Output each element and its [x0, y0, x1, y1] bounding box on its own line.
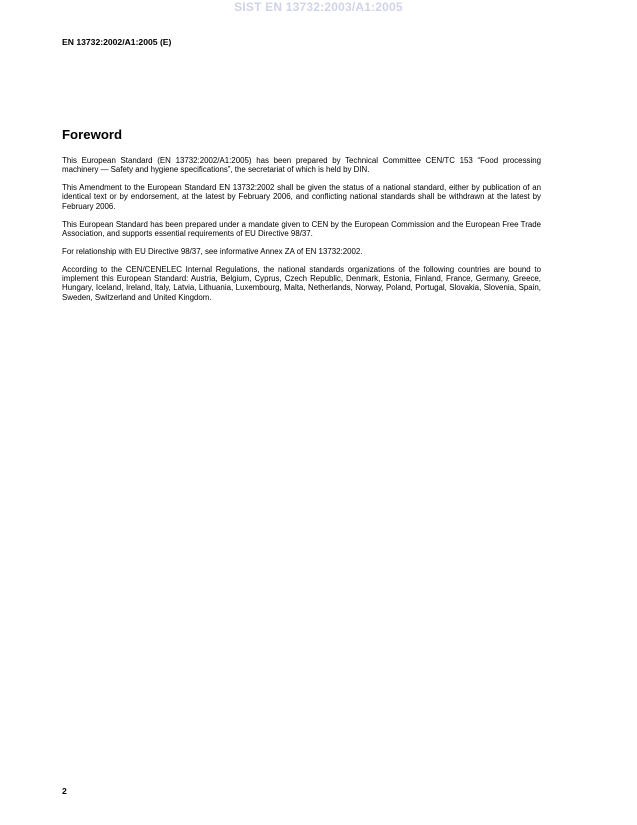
paragraph-committee: This European Standard (EN 13732:2002/A1:2005) has been prepared by Technical Committee CEN/TC 153 “Food processing machinery — Safety and hygiene specifications”, the secretariat of which is held by DIN. — [62, 156, 541, 175]
paragraph-relationship: For relationship with EU Directive 98/37, see informative Annex ZA of EN 13732:2002. — [62, 246, 363, 256]
foreword-body — [62, 156, 541, 311]
paragraph-countries: According to the CEN/CENELEC Internal Regulations, the national standards organizations of the following countries are bound to implement this European Standard: Austria, Belgium, Cyprus, Czech Republic, Denmark, Estonia, Finland, France, Germany, Greece, Hungary, Iceland, Ireland, Italy, Latvia, Lithuania, Luxembourg, Malta, Netherlands, Norway, Poland, Portugal, Slovakia, Slovenia, Spain, Sweden, Switzerland and United Kingdom. — [62, 264, 541, 302]
watermark: SIST EN 13732:2003/A1:2005 — [234, 0, 403, 14]
page-number: 2 — [62, 786, 67, 796]
paragraph-status: This Amendment to the European Standard EN 13732:2002 shall be given the status of a national standard, either by publication of an identical text or by endorsement, at the latest by February 2006, and conflicting national standards shall be withdrawn at the latest by February 2006. — [62, 183, 541, 211]
section-heading: Foreword — [62, 127, 123, 142]
paragraph-mandate: This European Standard has been prepared under a mandate given to CEN by the European Commission and the European Free Trade Association, and supports essential requirements of EU Directive 98/37. — [62, 219, 541, 238]
document-id: EN 13732:2002/A1:2005 (E) — [62, 37, 172, 47]
